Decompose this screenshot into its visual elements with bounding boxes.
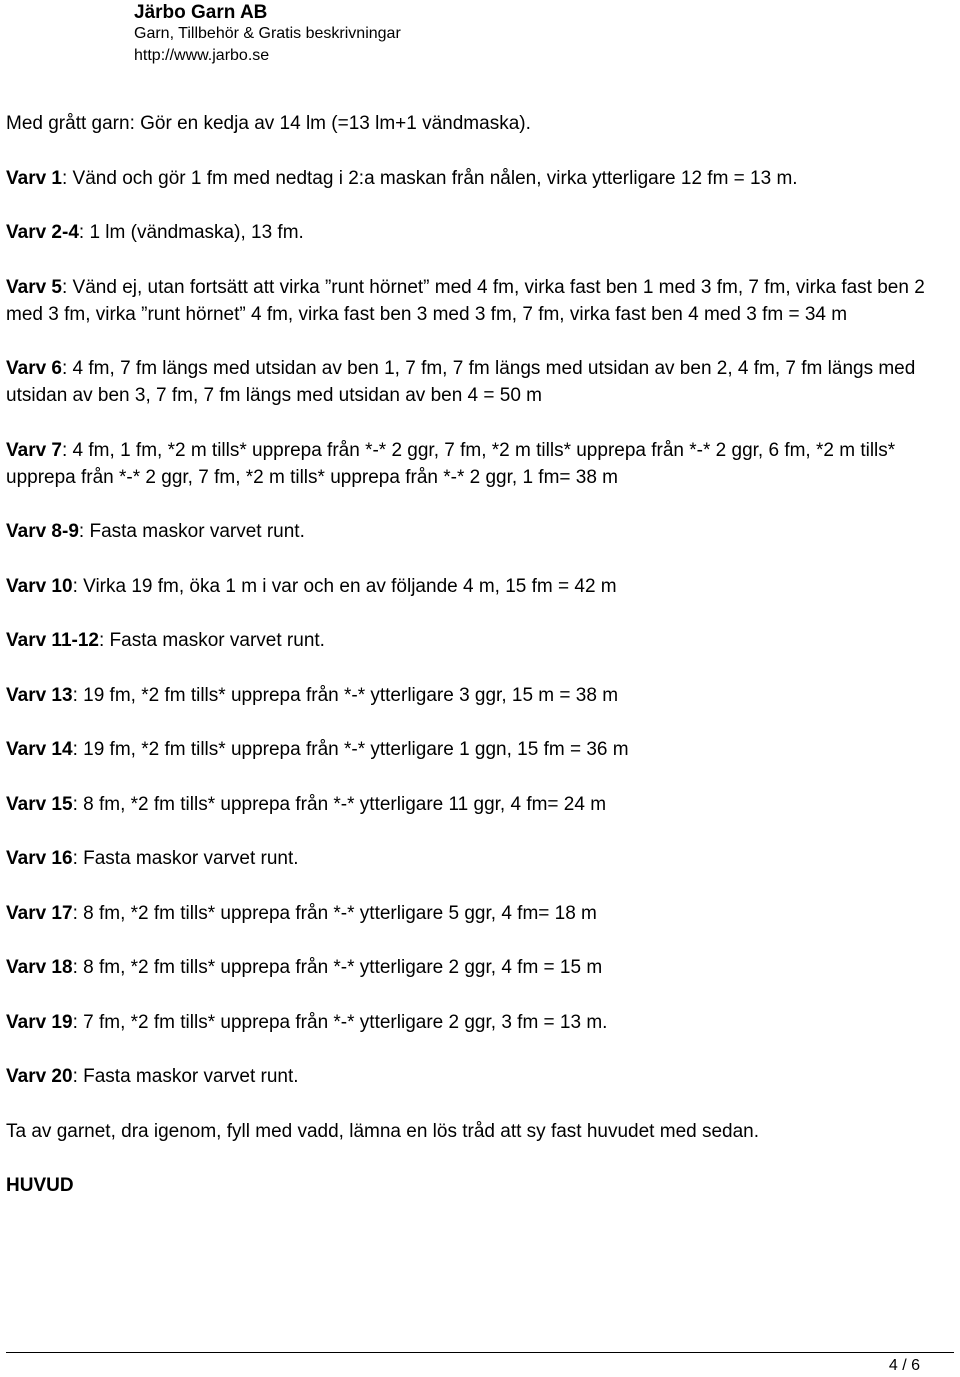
row-label: Varv 20 [6,1066,73,1087]
row-label: Varv 13 [6,684,73,706]
row-instruction [6,736,956,763]
company-name: Järbo Garn AB [134,2,268,23]
row-instruction [6,682,956,709]
company-url[interactable]: http://www.jarbo.se [134,47,270,64]
intro-paragraph: Med grått garn: Gör en kedja av 14 lm (=13 lm+1 vändmaska). [6,113,531,134]
row-text: : Fasta maskor varvet runt. [72,848,299,869]
page-header [134,2,401,66]
row-instruction [6,900,956,927]
footer-divider [6,1352,954,1353]
row-text: : Vänd och gör 1 fm med nedtag i 2:a maskan från nålen, virka ytterligare 12 fm = 13 m. [62,167,798,189]
row-label: Varv 17 [6,902,73,924]
row-text: : 8 fm, *2 fm tills* upprepa från *-* ytterligare 2 ggr, 4 fm = 15 m [72,957,603,978]
row-instruction [6,573,956,600]
row-text: : 7 fm, *2 fm tills* upprepa från *-* ytterligare 2 ggr, 3 fm = 13 m. [72,1011,608,1033]
row-instruction [6,845,956,872]
row-text: : 1 lm (vändmaska), 13 fm. [78,222,304,243]
row-instruction [6,165,956,192]
row-label: Varv 7 [6,439,62,461]
row-instruction [6,1063,956,1090]
row-label: Varv 16 [6,848,73,869]
row-instruction [6,219,956,246]
row-text: : 19 fm, *2 fm tills* upprepa från *-* ytterligare 3 ggr, 15 m = 38 m [72,684,619,706]
row-instruction [6,437,956,491]
row-text: : 4 fm, 1 fm, *2 m tills* upprepa från *-* 2 ggr, 7 fm, *2 m tills* upprepa från *-* 2 ggr, 6 fm, *2 m tills* upprepa från *-* 2 ggr, 7 fm, *2 m tills* upprepa från *-* 2 ggr, 1 fm= 38 m [6,439,896,488]
row-label: Varv 2-4 [6,222,79,243]
row-label: Varv 8-9 [6,521,79,542]
row-text: : 8 fm, *2 fm tills* upprepa från *-* ytterligare 11 ggr, 4 fm= 24 m [72,793,607,815]
pattern-instructions [6,110,956,1227]
row-text: : Fasta maskor varvet runt. [72,1066,299,1087]
page-number: 4 / 6 [888,1357,920,1374]
outro-paragraph: Ta av garnet, dra igenom, fyll med vadd, lämna en lös tråd att sy fast huvudet med sedan. [6,1120,760,1142]
row-label: Varv 15 [6,793,73,815]
row-text: : Virka 19 fm, öka 1 m i var och en av följande 4 m, 15 fm = 42 m [72,575,617,597]
row-instruction [6,1009,956,1036]
row-text: : 8 fm, *2 fm tills* upprepa från *-* ytterligare 5 ggr, 4 fm= 18 m [72,902,597,924]
row-label: Varv 5 [6,276,62,298]
row-instruction [6,274,956,328]
row-label: Varv 19 [6,1011,73,1033]
row-instruction [6,791,956,818]
row-instruction [6,355,956,409]
row-text: : Vänd ej, utan fortsätt att virka ”runt hörnet” med 4 fm, virka fast ben 1 med 3 fm, 7 fm, virka fast ben 2 med 3 fm, virka ”runt hörnet” 4 fm, virka fast ben 3 med 3 fm, 7 fm, virka fast ben 4 med 3 fm = 34 m [6,276,925,325]
row-text: : Fasta maskor varvet runt. [98,630,325,651]
section-heading: HUVUD [6,1175,74,1196]
company-tagline: Garn, Tillbehör & Gratis beskrivningar [134,25,401,42]
row-instruction [6,518,956,545]
row-instruction [6,954,956,981]
row-label: Varv 1 [6,167,62,189]
row-label: Varv 6 [6,358,62,379]
row-text: : 19 fm, *2 fm tills* upprepa från *-* ytterligare 1 ggn, 15 fm = 36 m [72,739,629,760]
row-label: Varv 11-12 [6,630,99,651]
row-label: Varv 18 [6,957,73,978]
row-text: : 4 fm, 7 fm längs med utsidan av ben 1, 7 fm, 7 fm längs med utsidan av ben 2, 4 fm, 7 fm längs med utsidan av ben 3, 7 fm, 7 fm längs med utsidan av ben 4 = 50 m [6,358,916,406]
row-label: Varv 14 [6,739,73,760]
row-label: Varv 10 [6,575,73,597]
row-instruction [6,627,956,654]
row-text: : Fasta maskor varvet runt. [78,521,305,542]
